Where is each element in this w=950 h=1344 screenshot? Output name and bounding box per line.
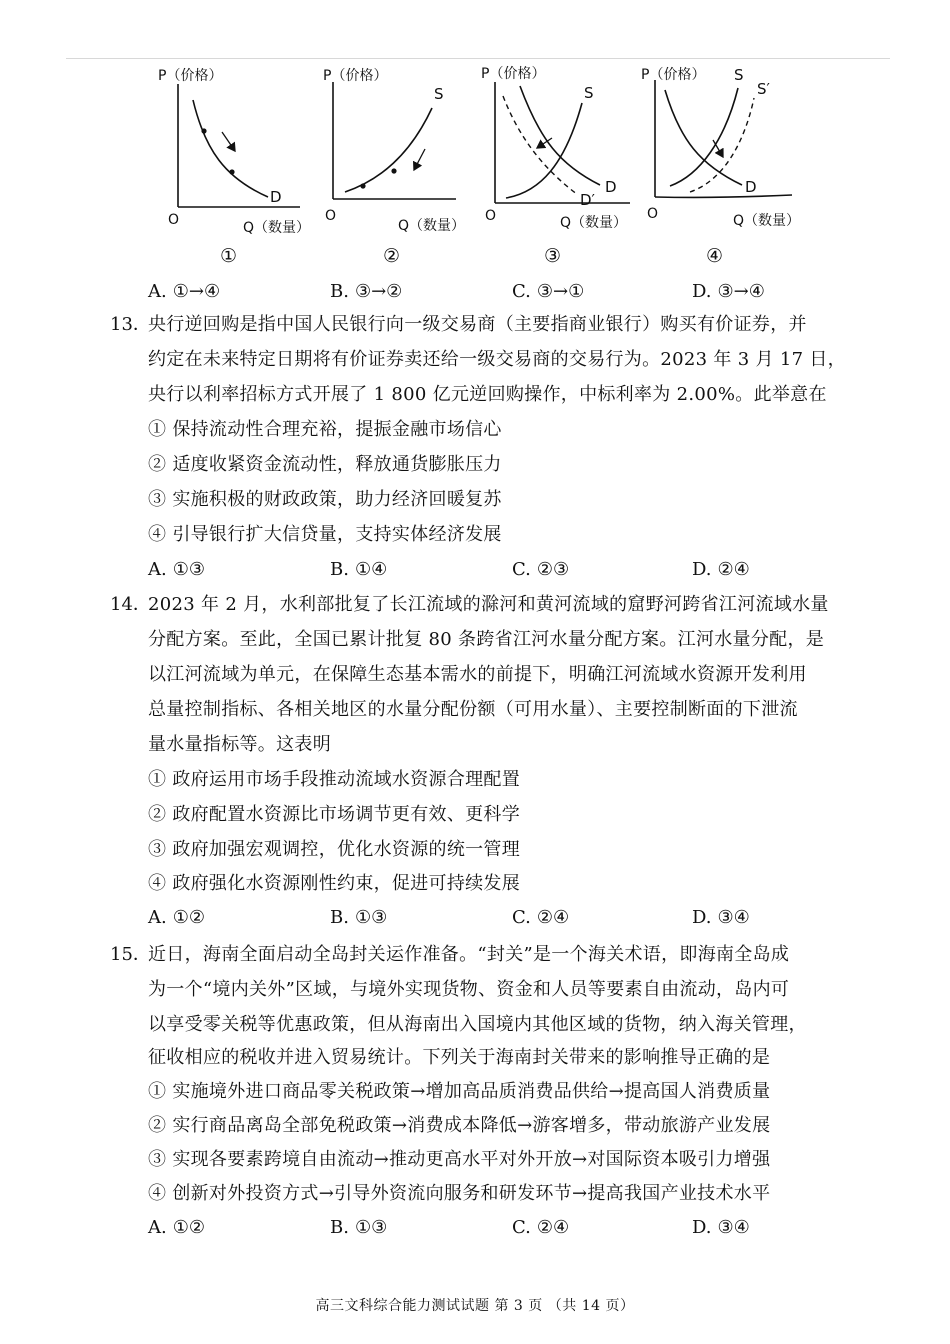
supply-curve <box>506 103 582 198</box>
option-b: B. ①③ <box>330 907 388 928</box>
stem-line: 总量控制指标、各相关地区的水量分配份额（可用水量）、主要控制断面的下泄流 <box>148 699 798 720</box>
statement: ④ 创新对外投资方式→引导外资流向服务和研发环节→提高我国产业技术水平 <box>148 1183 771 1204</box>
option-d: D. ③④ <box>692 1217 750 1238</box>
stem-line: 约定在未来特定日期将有价证券卖还给一级交易商的交易行为。2023 年 3 月 17 日， <box>148 349 846 370</box>
option-d: D. ③→④ <box>692 281 765 302</box>
statement: ④ 政府强化水资源刚性约束，促进可持续发展 <box>148 873 521 894</box>
option-c: C. ②③ <box>512 559 570 580</box>
x-axis-label: Q（数量） <box>733 213 801 229</box>
page-footer: 高三文科综合能力测试试题 第 3 页 （共 14 页） <box>315 1298 635 1314</box>
stem-line: 分配方案。至此，全国已累计批复 80 条跨省江河水量分配方案。江河水量分配，是 <box>148 629 825 650</box>
stem-line: 央行逆回购是指中国人民银行向一级交易商（主要指商业银行）购买有价证券，并 <box>148 314 807 335</box>
option-c: C. ②④ <box>512 907 570 928</box>
x-axis <box>655 195 792 197</box>
curve-label-d: D <box>270 188 282 206</box>
option-b: B. ①③ <box>330 1217 388 1238</box>
figure-4 <box>641 66 800 267</box>
curve-label-s: S <box>434 85 444 103</box>
figure-number: ④ <box>706 245 724 267</box>
stem-line: 以享受零关税等优惠政策，但从海南出入国境内其他区域的货物，纳入海关管理， <box>148 1014 807 1035</box>
origin-label: O <box>485 208 497 224</box>
option-a: A. ①③ <box>148 559 206 580</box>
stem-line: 2023 年 2 月，水利部批复了长江流域的滁河和黄河流域的窟野河跨省江河流域水量 <box>148 594 829 615</box>
movement-arrow <box>414 149 425 170</box>
stem-line: 央行以利率招标方式开展了 1 800 亿元逆回购操作，中标利率为 2.00%。此举意在 <box>148 384 827 405</box>
x-axis-label: Q（数量） <box>243 220 311 236</box>
point-upper <box>391 168 396 173</box>
demand-curve <box>665 90 742 185</box>
point-upper <box>201 128 206 133</box>
statement: ④ 引导银行扩大信贷量，支持实体经济发展 <box>148 524 502 545</box>
point-lower <box>229 169 234 174</box>
question-number: 15． <box>110 944 151 965</box>
curve-label-d: D <box>745 178 757 196</box>
option-b: B. ①④ <box>330 559 388 580</box>
demand-curve <box>193 100 268 197</box>
option-d: D. ②④ <box>692 559 750 580</box>
option-a: A. ①② <box>148 1217 206 1238</box>
origin-label: O <box>647 206 659 222</box>
question-number: 14． <box>110 594 151 615</box>
curve-label-s-prime: S′ <box>757 80 770 98</box>
y-axis-label: P（价格） <box>641 67 706 83</box>
option-c: C. ③→① <box>512 281 585 302</box>
figure-2 <box>323 67 465 267</box>
option-b: B. ③→② <box>330 281 403 302</box>
figure-3 <box>481 65 630 267</box>
supply-curve <box>670 88 738 186</box>
option-d: D. ③④ <box>692 907 750 928</box>
point-lower <box>360 183 365 188</box>
origin-label: O <box>325 208 337 224</box>
y-axis-label: P（价格） <box>323 68 388 84</box>
statement: ③ 政府加强宏观调控，优化水资源的统一管理 <box>148 839 521 860</box>
figure-1 <box>158 67 310 267</box>
curve-label-s: S <box>584 84 594 102</box>
supply-demand-figures <box>0 0 950 280</box>
stem-line: 为一个“境内关外”区域，与境外实现货物、资金和人员等要素自由流动，岛内可 <box>148 979 790 1000</box>
figure-number: ② <box>383 245 401 267</box>
figure-number: ③ <box>544 245 562 267</box>
origin-label: O <box>168 212 180 228</box>
statement: ③ 实现各要素跨境自由流动→推动更高水平对外开放→对国际资本吸引力增强 <box>148 1149 771 1170</box>
shift-arrow <box>713 140 723 157</box>
statement: ② 适度收紧资金流动性，释放通货膨胀压力 <box>148 454 502 475</box>
stem-line: 以江河流域为单元，在保障生态基本需水的前提下，明确江河流域水资源开发利用 <box>148 664 807 685</box>
option-a: A. ①→④ <box>148 281 221 302</box>
curve-label-s: S <box>734 66 744 84</box>
statement: ① 实施境外进口商品零关税政策→增加高品质消费品供给→提高国人消费质量 <box>148 1081 771 1102</box>
curve-label-d-prime: D′ <box>580 191 595 209</box>
stem-line: 征收相应的税收并进入贸易统计。下列关于海南封关带来的影响推导正确的是 <box>148 1047 771 1068</box>
statement: ② 政府配置水资源比市场调节更有效、更科学 <box>148 804 521 825</box>
y-axis-label: P（价格） <box>481 66 546 82</box>
supply-curve <box>345 108 432 192</box>
figure-number: ① <box>220 245 238 267</box>
stem-line: 量水量指标等。这表明 <box>148 734 331 755</box>
statement: ① 政府运用市场手段推动流域水资源合理配置 <box>148 769 521 790</box>
option-a: A. ①② <box>148 907 206 928</box>
x-axis-label: Q（数量） <box>560 215 628 231</box>
y-axis-label: P（价格） <box>158 68 223 84</box>
curve-label-d: D <box>605 178 617 196</box>
statement: ② 实行商品离岛全部免税政策→消费成本降低→游客增多，带动旅游产业发展 <box>148 1115 771 1136</box>
stem-line: 近日，海南全面启动全岛封关运作准备。“封关”是一个海关术语，即海南全岛成 <box>148 944 790 965</box>
movement-arrow <box>222 132 235 151</box>
option-c: C. ②④ <box>512 1217 570 1238</box>
x-axis-label: Q（数量） <box>398 218 466 234</box>
shift-arrow <box>537 138 552 148</box>
statement: ① 保持流动性合理充裕，提振金融市场信心 <box>148 419 502 440</box>
statement: ③ 实施积极的财政政策，助力经济回暖复苏 <box>148 489 502 510</box>
question-number: 13． <box>110 314 151 335</box>
